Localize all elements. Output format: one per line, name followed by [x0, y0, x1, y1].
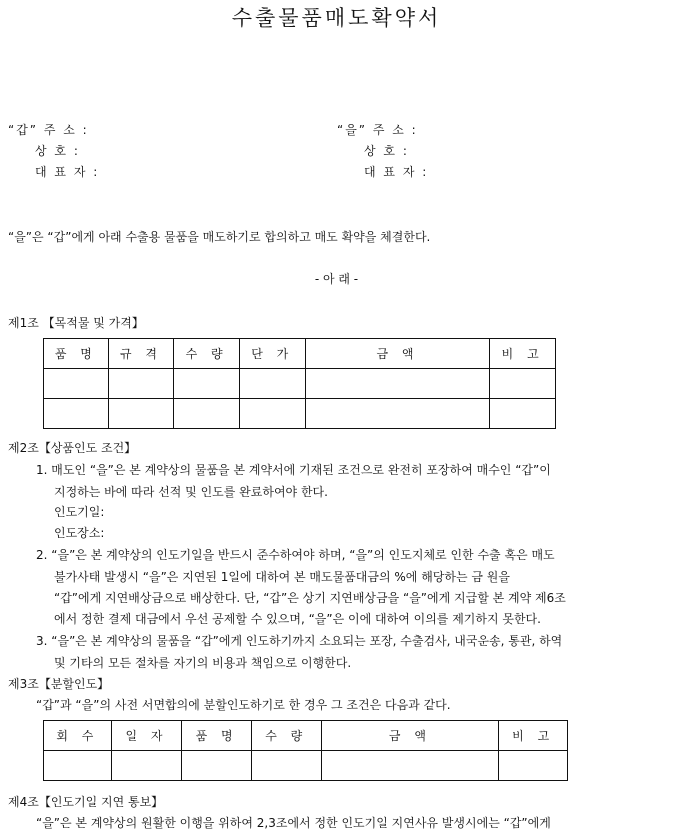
table-cell	[44, 369, 109, 399]
article2-item2-line2: 불가사태 발생시 “을”은 지연된 1일에 대하여 본 매도물품대금의 %에 해당하는 금 원을	[54, 570, 510, 584]
article3-table	[43, 720, 568, 781]
gap-rep-label: 대 표 자 :	[35, 165, 100, 179]
table-header-row	[44, 339, 556, 369]
document-title: 수출물품매도확약서	[231, 6, 442, 30]
table-cell	[174, 369, 240, 399]
table-header-cell: 금 액	[321, 721, 499, 751]
article4-heading: 제4조【인도기일 지연 통보】	[8, 795, 164, 809]
table-header-cell: 비 고	[499, 721, 568, 751]
table-header-cell: 규 격	[108, 339, 174, 369]
article1-table	[43, 338, 556, 429]
article2-item3-line2: 및 기타의 모든 절차를 자기의 비용과 책임으로 이행한다.	[54, 656, 352, 670]
eul-address-label: “을” 주 소 :	[337, 123, 418, 137]
table-header-cell: 회 수	[44, 721, 112, 751]
article4-text: “을”은 본 계약상의 원활한 이행을 위하여 2,3조에서 정한 인도기일 지연사유 발생시에는 “갑”에게	[36, 816, 551, 830]
table-cell	[111, 751, 182, 781]
gap-name-label: 상 호 :	[35, 144, 80, 158]
table-header-cell: 금 액	[305, 339, 490, 369]
table-cell	[108, 399, 174, 429]
article2-item2-line1: 2. “을”은 본 계약상의 인도기일을 반드시 준수하여야 하며, “을”의 인도지체로 인한 수출 혹은 매도	[36, 548, 555, 562]
article2-item2-line4: 에서 정한 결제 대금에서 우선 공제할 수 있으며, “을”은 이에 대하여 이의를 제기하지 못한다.	[54, 612, 541, 626]
article2-item3-line1: 3. “을”은 본 계약상의 물품을 “갑”에게 인도하기까지 소요되는 포장, 수출검사, 내국운송, 통관, 하역	[36, 634, 563, 648]
table-cell	[499, 751, 568, 781]
below-heading: - 아 래 -	[314, 272, 359, 286]
eul-name-label: 상 호 :	[364, 144, 409, 158]
table-cell	[44, 751, 112, 781]
table-cell	[44, 399, 109, 429]
article2-heading: 제2조【상품인도 조건】	[8, 441, 137, 455]
article3-text: “갑”과 “을”의 사전 서면합의에 분할인도하기로 한 경우 그 조건은 다음과 같다.	[36, 698, 451, 712]
table-cell	[174, 399, 240, 429]
table-header-cell: 품 명	[182, 721, 252, 751]
gap-address-label: “갑” 주 소 :	[8, 123, 89, 137]
table-cell	[490, 399, 556, 429]
table-cell	[239, 399, 305, 429]
article2-item2-line3: “갑”에게 지연배상금으로 배상한다. 단, “갑”은 상기 지연배상금을 “을”에게 지급할 본 계약 제6조	[54, 591, 566, 605]
article2-item1-line2: 지정하는 바에 따라 선적 및 인도를 완료하여야 한다.	[54, 485, 328, 499]
article2-item1-line1: 1. 매도인 “을”은 본 계약상의 물품을 본 계약서에 기재된 조건으로 완전히 포장하여 매수인 “갑”이	[36, 463, 551, 477]
table-cell	[182, 751, 252, 781]
table-row	[44, 369, 556, 399]
table-header-cell: 단 가	[239, 339, 305, 369]
delivery-date-label: 인도기일:	[54, 505, 105, 519]
table-row	[44, 751, 568, 781]
table-cell	[108, 369, 174, 399]
eul-rep-label: 대 표 자 :	[364, 165, 429, 179]
article1-heading: 제1조 【목적물 및 가격】	[8, 316, 144, 330]
table-cell	[321, 751, 499, 781]
table-cell	[305, 369, 490, 399]
table-cell	[251, 751, 321, 781]
table-header-row	[44, 721, 568, 751]
delivery-place-label: 인도장소:	[54, 526, 105, 540]
article3-heading: 제3조【분할인도】	[8, 677, 110, 691]
table-header-cell: 품 명	[44, 339, 109, 369]
table-header-cell: 수 량	[174, 339, 240, 369]
table-header-cell: 비 고	[490, 339, 556, 369]
table-cell	[305, 399, 490, 429]
table-header-cell: 수 량	[251, 721, 321, 751]
intro-text: “을”은 “갑”에게 아래 수출용 물품을 매도하기로 합의하고 매도 확약을 체결한다.	[8, 230, 431, 244]
table-cell	[490, 369, 556, 399]
table-row	[44, 399, 556, 429]
table-header-cell: 일 자	[111, 721, 182, 751]
table-cell	[239, 369, 305, 399]
